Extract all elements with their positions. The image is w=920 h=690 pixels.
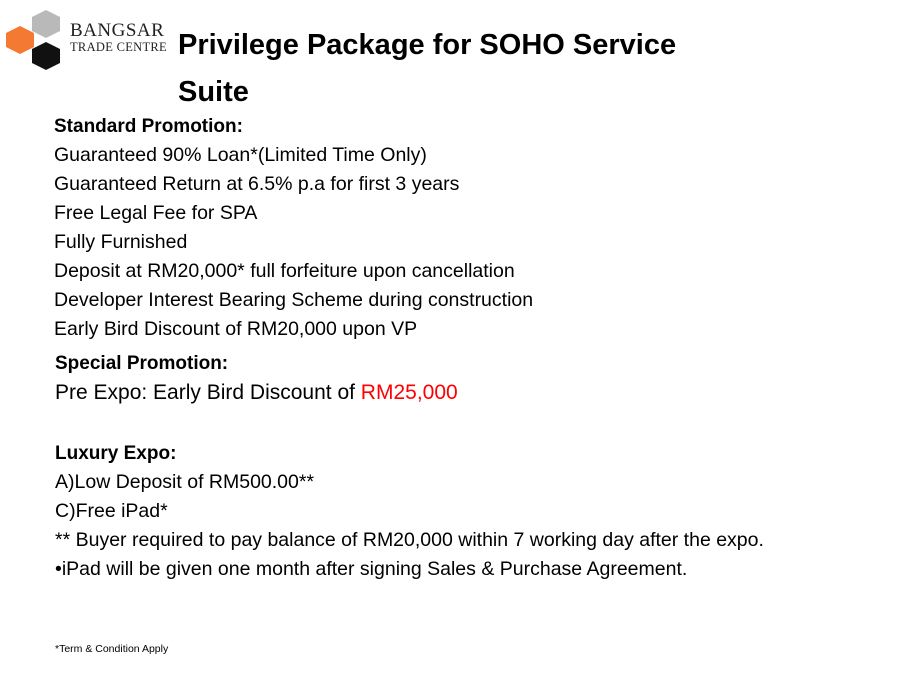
standard-item: Deposit at RM20,000* full forfeiture upon cancellation — [54, 260, 515, 282]
standard-item: Fully Furnished — [54, 231, 188, 253]
logo-tagline: TRADE CENTRE — [70, 40, 167, 54]
luxury-expo-heading: Luxury Expo: — [55, 443, 177, 464]
luxury-item: •iPad will be given one month after signing Sales & Purchase Agreement. — [55, 558, 688, 580]
logo-hex-orange — [6, 26, 34, 54]
luxury-item: A)Low Deposit of RM500.00** — [55, 471, 315, 493]
standard-item: Developer Interest Bearing Scheme during construction — [54, 289, 534, 311]
special-promotion-price: RM25,000 — [360, 381, 458, 404]
logo-hex-grey — [32, 10, 60, 38]
special-promotion-label: Pre Expo: Early Bird Discount of — [55, 381, 361, 404]
standard-promotion-heading: Standard Promotion: — [54, 116, 243, 137]
standard-promotion-section — [54, 112, 533, 344]
special-promotion-section — [55, 349, 458, 408]
logo-name: BANGSAR — [70, 20, 165, 41]
terms-footnote: *Term & Condition Apply — [55, 643, 169, 655]
logo-hex-black — [32, 42, 60, 70]
title-line-2: Suite — [178, 76, 249, 108]
standard-item: Guaranteed Return at 6.5% p.a for first 3 years — [54, 173, 460, 195]
page-title — [178, 22, 738, 116]
luxury-item: ** Buyer required to pay balance of RM20,000 within 7 working day after the expo. — [55, 529, 764, 551]
hexagon-logo-icon — [4, 8, 70, 74]
title-line-1: Privilege Package for SOHO Service — [178, 29, 677, 61]
luxury-item: C)Free iPad* — [55, 500, 168, 522]
special-promotion-heading: Special Promotion: — [55, 353, 229, 374]
standard-item: Early Bird Discount of RM20,000 upon VP — [54, 318, 418, 340]
luxury-expo-section — [55, 439, 764, 584]
special-promotion-text — [55, 378, 458, 408]
standard-item: Free Legal Fee for SPA — [54, 202, 258, 224]
logo — [4, 8, 176, 74]
standard-item: Guaranteed 90% Loan*(Limited Time Only) — [54, 144, 427, 166]
